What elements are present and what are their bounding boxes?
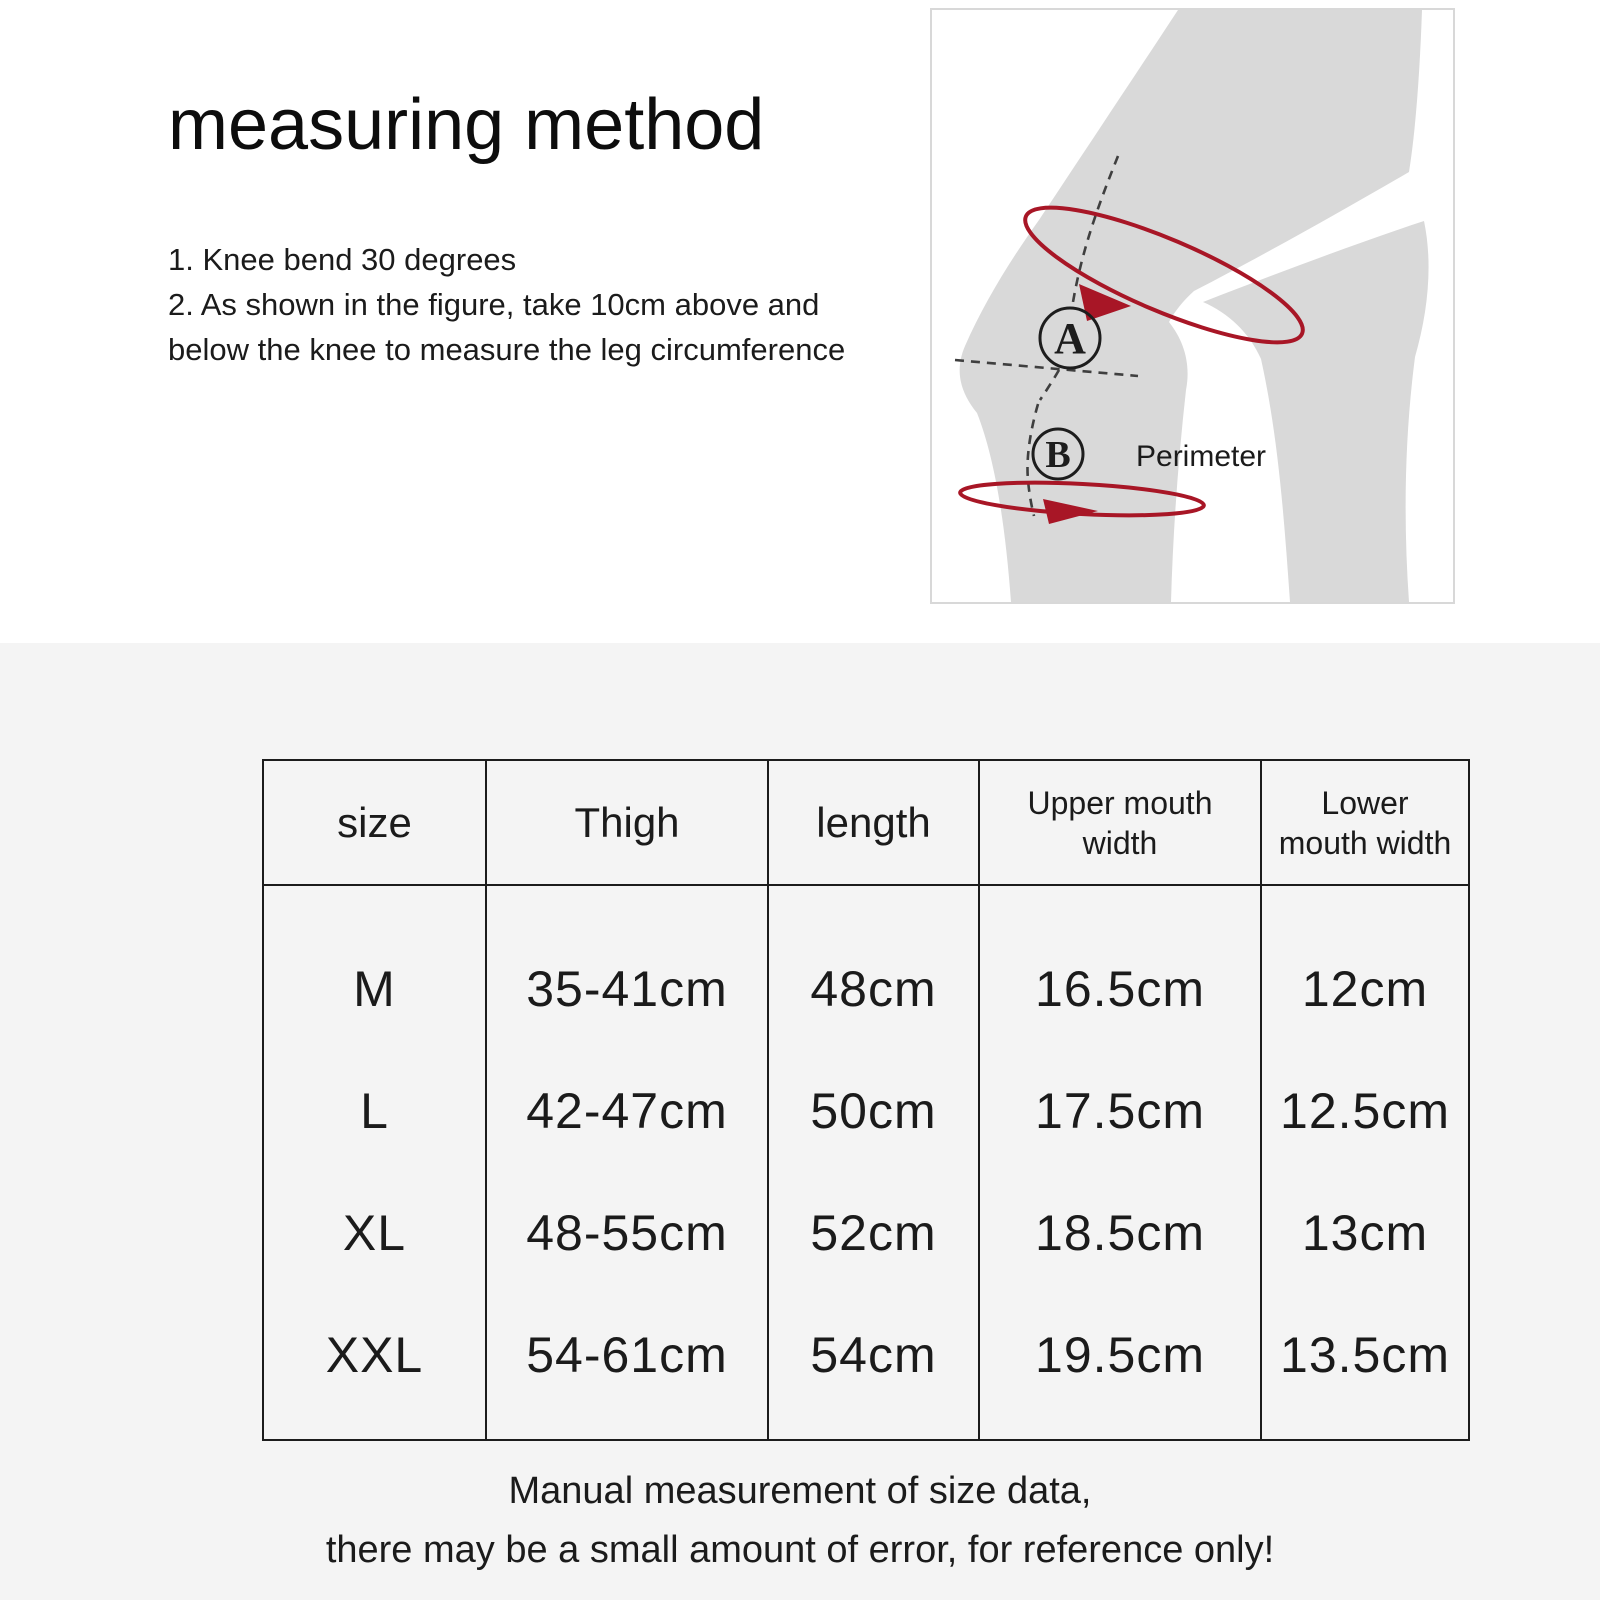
size-column xyxy=(264,886,487,1439)
page-title: measuring method xyxy=(168,85,765,165)
thigh-value-m: 35-41cm xyxy=(526,961,728,1017)
disclaimer-line-1: Manual measurement of size data, xyxy=(508,1470,1092,1512)
col-header-size: size xyxy=(264,761,487,884)
back-leg-silhouette xyxy=(1203,221,1429,602)
size-table-header-row xyxy=(264,761,1468,886)
thigh-value-xl: 48-55cm xyxy=(526,1205,728,1261)
upper-mouth-width-column xyxy=(980,886,1262,1439)
upper-mouth-value-m: 16.5cm xyxy=(1035,961,1205,1017)
length-value-xl: 52cm xyxy=(810,1205,937,1261)
col-header-upper-mouth-width: Upper mouth width xyxy=(980,761,1262,884)
marker-a-letter: A xyxy=(1054,314,1086,363)
size-value-xl: XL xyxy=(342,1205,407,1261)
length-column xyxy=(769,886,980,1439)
lower-mouth-value-xxl: 13.5cm xyxy=(1280,1327,1450,1383)
size-value-m: M xyxy=(353,961,396,1017)
thigh-column xyxy=(487,886,769,1439)
upper-mouth-value-l: 17.5cm xyxy=(1035,1083,1205,1139)
size-table-body xyxy=(264,886,1468,1439)
lower-mouth-value-xl: 13cm xyxy=(1301,1205,1429,1261)
knee-diagram-svg xyxy=(932,10,1453,602)
lower-mouth-value-m: 12cm xyxy=(1301,961,1429,1017)
measuring-instructions xyxy=(168,238,928,373)
col-header-lower-mouth-width: Lower mouth width xyxy=(1278,784,1452,861)
upper-mouth-value-xxl: 19.5cm xyxy=(1035,1327,1205,1383)
length-value-xxl: 54cm xyxy=(810,1327,937,1383)
instruction-step-2-continued: below the knee to measure the leg circumference xyxy=(168,331,846,367)
lower-mouth-value-l: 12.5cm xyxy=(1280,1083,1450,1139)
size-table xyxy=(262,759,1470,1441)
marker-b-letter: B xyxy=(1045,434,1071,476)
size-value-xxl: XXL xyxy=(325,1327,424,1383)
disclaimer-note xyxy=(0,1462,1600,1580)
measuring-diagram xyxy=(930,8,1455,604)
length-value-l: 50cm xyxy=(810,1083,937,1139)
instruction-step-2: 2. As shown in the figure, take 10cm above and xyxy=(168,286,820,322)
disclaimer-line-2: there may be a small amount of error, for reference only! xyxy=(325,1528,1275,1571)
thigh-value-xxl: 54-61cm xyxy=(526,1327,728,1383)
thigh-value-l: 42-47cm xyxy=(526,1083,728,1139)
col-header-thigh: Thigh xyxy=(487,761,769,884)
length-value-m: 48cm xyxy=(810,961,937,1017)
size-value-l: L xyxy=(360,1083,389,1139)
instruction-step-1: 1. Knee bend 30 degrees xyxy=(168,242,517,277)
perimeter-label: Perimeter xyxy=(1136,440,1267,473)
col-header-length: length xyxy=(769,761,980,884)
lower-mouth-width-column xyxy=(1262,886,1468,1439)
upper-mouth-value-xl: 18.5cm xyxy=(1035,1205,1205,1261)
